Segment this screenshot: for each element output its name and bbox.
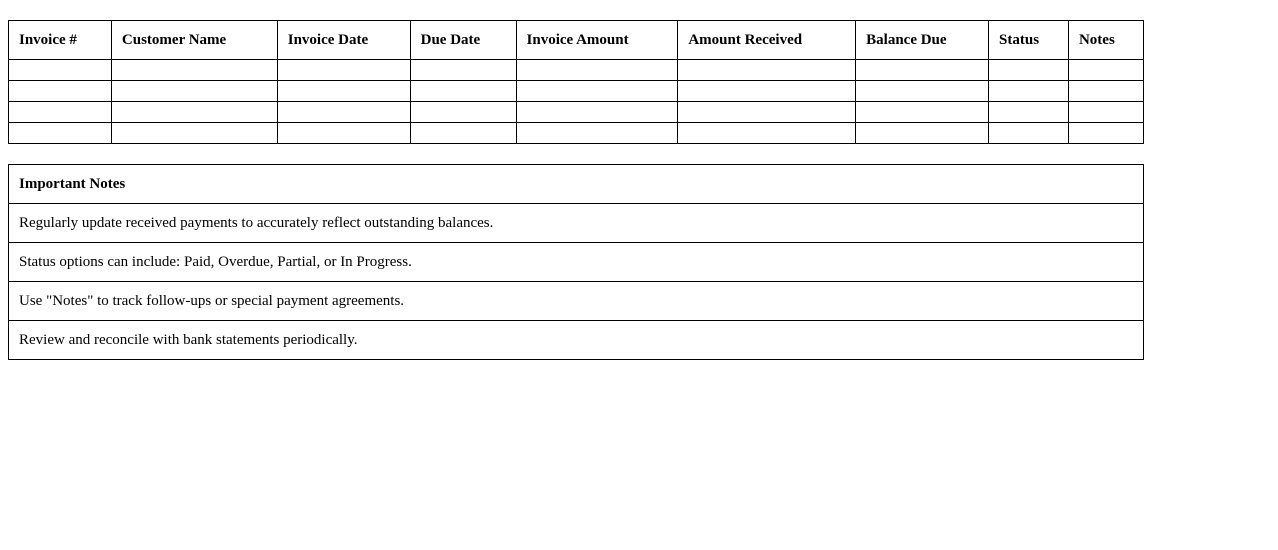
table-cell bbox=[410, 123, 516, 144]
table-cell bbox=[856, 102, 989, 123]
header-row bbox=[9, 21, 1144, 60]
header-invoice-amount: Invoice Amount bbox=[516, 21, 678, 60]
note-row bbox=[9, 243, 1144, 282]
table-cell bbox=[111, 123, 277, 144]
table-cell bbox=[9, 81, 112, 102]
important-notes-table bbox=[8, 164, 1144, 360]
table-cell bbox=[111, 81, 277, 102]
table-cell bbox=[277, 60, 410, 81]
table-cell bbox=[989, 81, 1069, 102]
table-cell bbox=[410, 102, 516, 123]
note-row bbox=[9, 321, 1144, 360]
table-cell bbox=[856, 60, 989, 81]
table-cell bbox=[989, 102, 1069, 123]
table-cell bbox=[9, 60, 112, 81]
table-cell bbox=[9, 102, 112, 123]
table-cell bbox=[277, 102, 410, 123]
notes-header-row bbox=[9, 165, 1144, 204]
table-cell bbox=[516, 102, 678, 123]
notes-title: Important Notes bbox=[9, 165, 1144, 204]
note-item: Review and reconcile with bank statements periodically. bbox=[9, 321, 1144, 360]
table-cell bbox=[516, 123, 678, 144]
table-cell bbox=[1068, 81, 1143, 102]
invoice-table bbox=[8, 20, 1144, 144]
table-cell bbox=[111, 102, 277, 123]
table-row bbox=[9, 123, 1144, 144]
table-cell bbox=[410, 81, 516, 102]
table-cell bbox=[1068, 102, 1143, 123]
table-cell bbox=[410, 60, 516, 81]
table-cell bbox=[277, 123, 410, 144]
header-balance-due: Balance Due bbox=[856, 21, 989, 60]
note-item: Use "Notes" to track follow-ups or special payment agreements. bbox=[9, 282, 1144, 321]
table-cell bbox=[856, 81, 989, 102]
header-invoice-date: Invoice Date bbox=[277, 21, 410, 60]
table-cell bbox=[277, 81, 410, 102]
header-invoice-number: Invoice # bbox=[9, 21, 112, 60]
table-cell bbox=[678, 81, 856, 102]
table-row bbox=[9, 60, 1144, 81]
note-row bbox=[9, 204, 1144, 243]
table-cell bbox=[678, 102, 856, 123]
note-row bbox=[9, 282, 1144, 321]
header-status: Status bbox=[989, 21, 1069, 60]
table-cell bbox=[9, 123, 112, 144]
table-cell bbox=[989, 123, 1069, 144]
table-cell bbox=[678, 123, 856, 144]
table-row bbox=[9, 102, 1144, 123]
header-customer-name: Customer Name bbox=[111, 21, 277, 60]
header-notes: Notes bbox=[1068, 21, 1143, 60]
table-cell bbox=[111, 60, 277, 81]
table-cell bbox=[678, 60, 856, 81]
table-cell bbox=[516, 81, 678, 102]
table-cell bbox=[989, 60, 1069, 81]
header-amount-received: Amount Received bbox=[678, 21, 856, 60]
table-cell bbox=[856, 123, 989, 144]
table-cell bbox=[516, 60, 678, 81]
table-cell bbox=[1068, 123, 1143, 144]
note-item: Regularly update received payments to accurately reflect outstanding balances. bbox=[9, 204, 1144, 243]
header-due-date: Due Date bbox=[410, 21, 516, 60]
note-item: Status options can include: Paid, Overdue, Partial, or In Progress. bbox=[9, 243, 1144, 282]
table-cell bbox=[1068, 60, 1143, 81]
table-row bbox=[9, 81, 1144, 102]
